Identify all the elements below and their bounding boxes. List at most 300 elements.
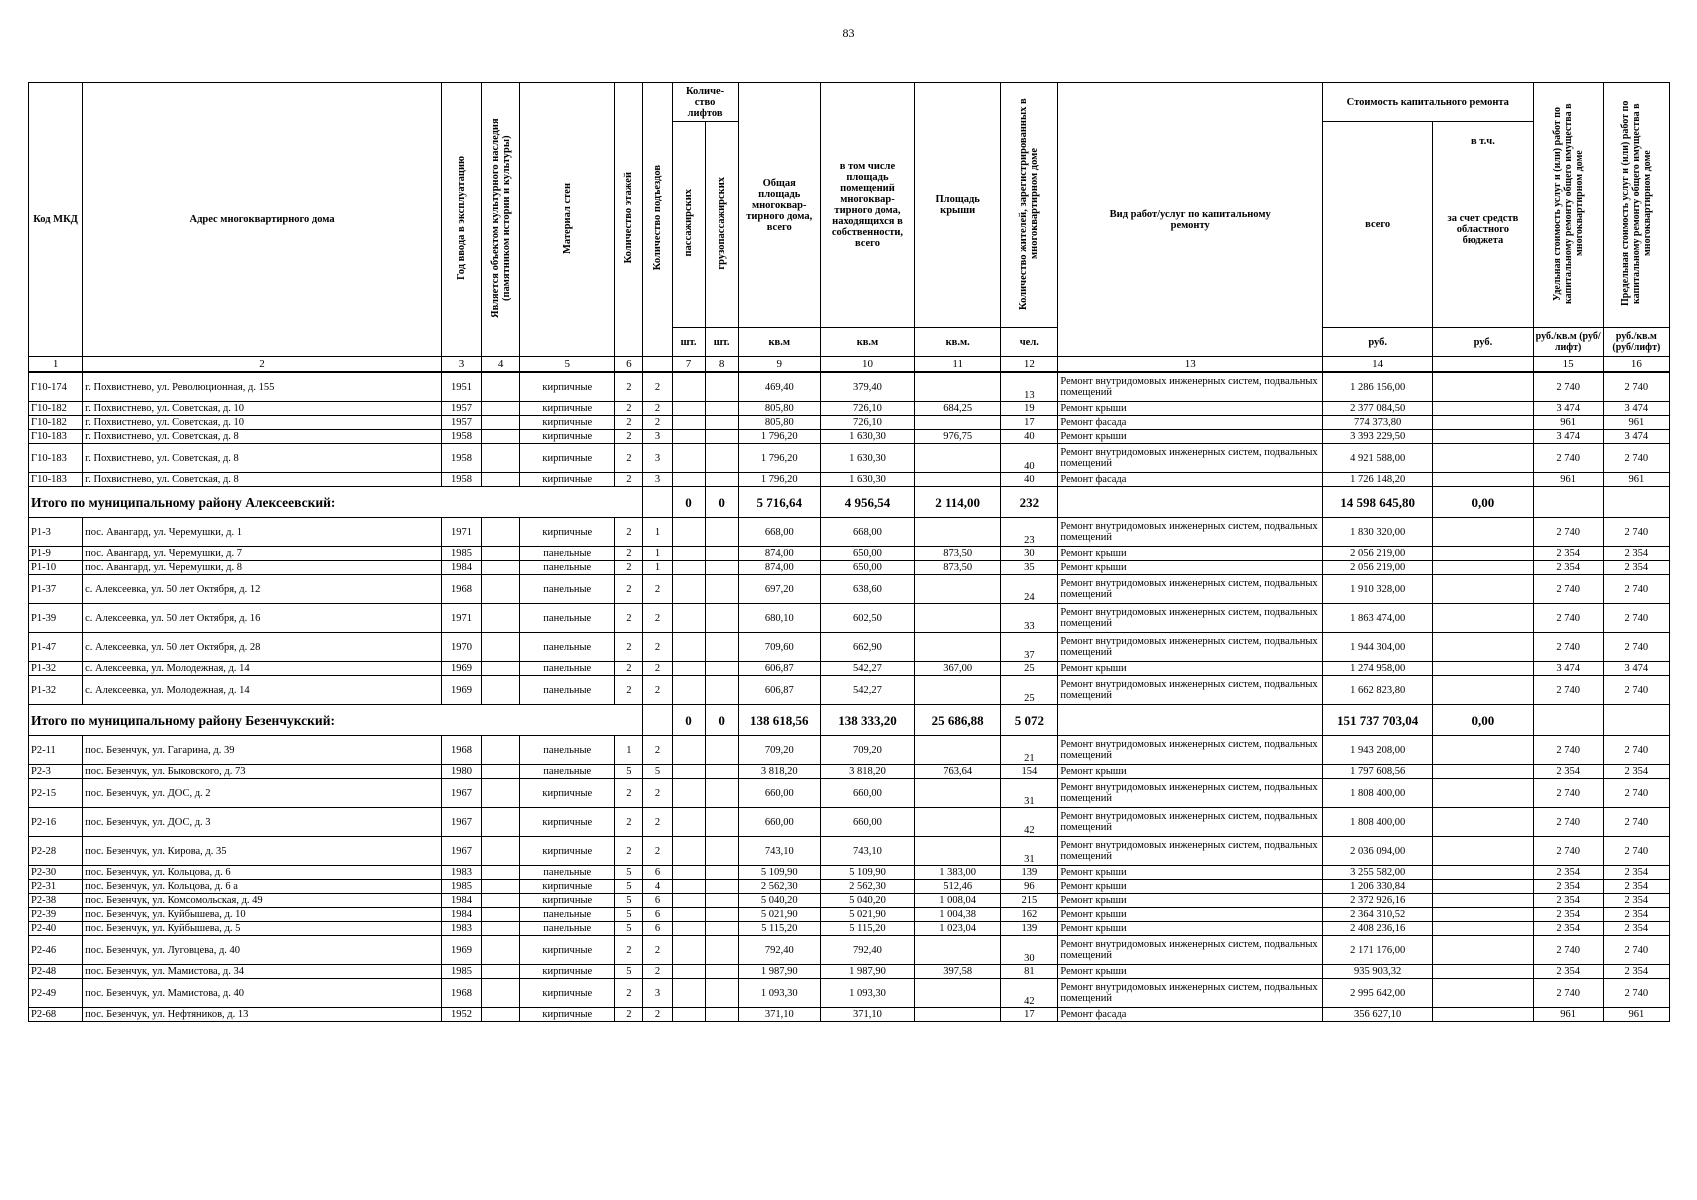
row-lifts-cargo <box>705 779 738 808</box>
row-area-total: 1 796,20 <box>738 444 820 473</box>
row-floors: 5 <box>615 894 643 908</box>
row-floors: 2 <box>615 936 643 965</box>
row-roof <box>915 473 1001 487</box>
row-code: Р1-10 <box>29 561 83 575</box>
row-lifts-pass <box>672 808 705 837</box>
total-area-total: 138 618,56 <box>738 705 820 736</box>
row-residents: 13 <box>1001 372 1058 402</box>
row-residents: 81 <box>1001 965 1058 979</box>
row-area-owned: 726,10 <box>820 402 914 416</box>
unit-roof: кв.м. <box>915 328 1001 357</box>
row-lifts-cargo <box>705 430 738 444</box>
row-wall: панельные <box>520 676 615 705</box>
row-lifts-pass <box>672 416 705 430</box>
row-heritage <box>482 936 520 965</box>
row-area-total: 660,00 <box>738 808 820 837</box>
row-regional <box>1433 633 1533 662</box>
row-floors: 5 <box>615 922 643 936</box>
row-address: пос. Безенчук, ул. Куйбышева, д. 10 <box>83 908 442 922</box>
row-address: пос. Безенчук, ул. ДОС, д. 2 <box>83 779 442 808</box>
row-floors: 5 <box>615 765 643 779</box>
row-floors: 2 <box>615 416 643 430</box>
row-residents: 42 <box>1001 979 1058 1008</box>
row-regional <box>1433 604 1533 633</box>
row-floors: 5 <box>615 880 643 894</box>
table-row <box>29 372 1670 402</box>
row-floors: 2 <box>615 430 643 444</box>
table-cell <box>643 705 672 736</box>
header-cost-incl: в т.ч. <box>1471 136 1495 147</box>
row-wall: кирпичные <box>520 880 615 894</box>
total-regional: 0,00 <box>1433 487 1533 518</box>
row-lifts-pass <box>672 779 705 808</box>
table-row <box>29 765 1670 779</box>
row-cost: 1 662 823,80 <box>1323 676 1433 705</box>
row-roof <box>915 936 1001 965</box>
row-code: Р2-40 <box>29 922 83 936</box>
row-area-owned: 1 630,30 <box>820 444 914 473</box>
row-lifts-cargo <box>705 372 738 402</box>
total-lifts-pass: 0 <box>672 487 705 518</box>
row-wall: панельные <box>520 922 615 936</box>
row-unit-cost: 961 <box>1533 1008 1603 1022</box>
row-residents: 33 <box>1001 604 1058 633</box>
row-cost: 2 036 094,00 <box>1323 837 1433 866</box>
row-year: 1968 <box>441 736 481 765</box>
row-year: 1967 <box>441 837 481 866</box>
header-cost-regional-label: за счет средств областного бюджета <box>1447 213 1519 246</box>
page-number: 83 <box>842 26 855 40</box>
row-lifts-cargo <box>705 518 738 547</box>
row-roof <box>915 518 1001 547</box>
row-cost: 2 056 219,00 <box>1323 561 1433 575</box>
row-year: 1980 <box>441 765 481 779</box>
row-floors: 2 <box>615 676 643 705</box>
row-residents: 30 <box>1001 936 1058 965</box>
row-address: пос. Авангард, ул. Черемушки, д. 8 <box>83 561 442 575</box>
row-residents: 96 <box>1001 880 1058 894</box>
table-cell <box>1603 705 1669 736</box>
header-cost: Стоимость капитального ремонта <box>1323 83 1534 122</box>
row-cost: 1 808 400,00 <box>1323 779 1433 808</box>
row-year: 1983 <box>441 922 481 936</box>
row-regional <box>1433 922 1533 936</box>
row-max-cost: 2 354 <box>1603 965 1669 979</box>
row-address: пос. Безенчук, ул. Нефтяников, д. 13 <box>83 1008 442 1022</box>
row-lifts-cargo <box>705 765 738 779</box>
row-unit-cost: 2 740 <box>1533 372 1603 402</box>
table-cell <box>1603 487 1669 518</box>
row-heritage <box>482 402 520 416</box>
row-area-total: 371,10 <box>738 1008 820 1022</box>
row-regional <box>1433 662 1533 676</box>
row-lifts-pass <box>672 866 705 880</box>
row-entrances: 2 <box>643 936 672 965</box>
header-lifts-cargo: грузопассажирских <box>705 122 738 328</box>
row-work: Ремонт крыши <box>1058 908 1323 922</box>
row-regional <box>1433 979 1533 1008</box>
row-address: пос. Безенчук, ул. Куйбышева, д. 5 <box>83 922 442 936</box>
row-unit-cost: 2 354 <box>1533 765 1603 779</box>
row-cost: 1 944 304,00 <box>1323 633 1433 662</box>
table-row <box>29 965 1670 979</box>
row-work: Ремонт внутридомовых инженерных систем, подвальных помещений <box>1058 518 1323 547</box>
header-unit-cost: Удельная стоимость услуг и (или) работ по капитальному ремонту общего имущества в многоквартирном доме <box>1533 83 1603 328</box>
row-lifts-pass <box>672 604 705 633</box>
row-wall: панельные <box>520 547 615 561</box>
row-floors: 1 <box>615 736 643 765</box>
row-year: 1968 <box>441 575 481 604</box>
row-lifts-cargo <box>705 604 738 633</box>
row-lifts-pass <box>672 633 705 662</box>
row-entrances: 3 <box>643 444 672 473</box>
row-regional <box>1433 808 1533 837</box>
row-cost: 935 903,32 <box>1323 965 1433 979</box>
row-year: 1971 <box>441 518 481 547</box>
row-max-cost: 961 <box>1603 416 1669 430</box>
row-roof: 1 023,04 <box>915 922 1001 936</box>
row-area-owned: 1 093,30 <box>820 979 914 1008</box>
row-area-total: 709,60 <box>738 633 820 662</box>
row-lifts-pass <box>672 765 705 779</box>
row-address: пос. Безенчук, ул. Кирова, д. 35 <box>83 837 442 866</box>
row-unit-cost: 2 740 <box>1533 979 1603 1008</box>
row-address: пос. Безенчук, ул. Мамистова, д. 34 <box>83 965 442 979</box>
row-floors: 2 <box>615 1008 643 1022</box>
row-area-owned: 371,10 <box>820 1008 914 1022</box>
row-floors: 5 <box>615 908 643 922</box>
row-lifts-cargo <box>705 561 738 575</box>
row-work: Ремонт внутридомовых инженерных систем, подвальных помещений <box>1058 676 1323 705</box>
row-heritage <box>482 808 520 837</box>
row-entrances: 2 <box>643 575 672 604</box>
row-lifts-pass <box>672 473 705 487</box>
row-unit-cost: 2 354 <box>1533 547 1603 561</box>
header-area-total: Общая площадь многоквар-тирного дома, всего <box>738 83 820 328</box>
row-area-total: 3 818,20 <box>738 765 820 779</box>
row-unit-cost: 2 740 <box>1533 518 1603 547</box>
row-floors: 2 <box>615 547 643 561</box>
row-entrances: 2 <box>643 662 672 676</box>
row-code: Р2-39 <box>29 908 83 922</box>
row-cost: 2 171 176,00 <box>1323 936 1433 965</box>
table-row <box>29 518 1670 547</box>
row-lifts-pass <box>672 1008 705 1022</box>
table-body <box>29 372 1670 1022</box>
row-work: Ремонт внутридомовых инженерных систем, подвальных помещений <box>1058 633 1323 662</box>
row-address: с. Алексеевка, ул. 50 лет Октября, д. 12 <box>83 575 442 604</box>
row-lifts-pass <box>672 837 705 866</box>
header-address: Адрес многоквартирного дома <box>83 83 442 357</box>
row-heritage <box>482 518 520 547</box>
row-unit-cost: 2 354 <box>1533 561 1603 575</box>
row-unit-cost: 2 354 <box>1533 965 1603 979</box>
row-residents: 40 <box>1001 473 1058 487</box>
capital-repair-table <box>28 82 1670 1022</box>
row-area-total: 697,20 <box>738 575 820 604</box>
col-number: 3 <box>441 357 481 373</box>
row-residents: 31 <box>1001 837 1058 866</box>
row-regional <box>1433 936 1533 965</box>
table-row <box>29 866 1670 880</box>
row-unit-cost: 2 740 <box>1533 779 1603 808</box>
row-regional <box>1433 765 1533 779</box>
row-residents: 17 <box>1001 1008 1058 1022</box>
header-wall: Материал стен <box>520 83 615 357</box>
row-area-total: 680,10 <box>738 604 820 633</box>
row-work: Ремонт крыши <box>1058 402 1323 416</box>
row-roof <box>915 575 1001 604</box>
row-entrances: 3 <box>643 473 672 487</box>
row-heritage <box>482 908 520 922</box>
col-number: 14 <box>1323 357 1433 373</box>
row-area-owned: 650,00 <box>820 561 914 575</box>
row-cost: 1 797 608,56 <box>1323 765 1433 779</box>
row-entrances: 6 <box>643 866 672 880</box>
row-max-cost: 2 354 <box>1603 765 1669 779</box>
row-roof <box>915 604 1001 633</box>
row-cost: 2 372 926,16 <box>1323 894 1433 908</box>
total-label: Итого по муниципальному району Безенчукский: <box>29 705 643 736</box>
unit-cost-regional: руб. <box>1433 328 1533 357</box>
row-work: Ремонт внутридомовых инженерных систем, подвальных помещений <box>1058 444 1323 473</box>
total-cost: 14 598 645,80 <box>1323 487 1433 518</box>
row-heritage <box>482 444 520 473</box>
row-roof <box>915 676 1001 705</box>
row-wall: кирпичные <box>520 402 615 416</box>
row-address: с. Алексеевка, ул. 50 лет Октября, д. 28 <box>83 633 442 662</box>
row-entrances: 1 <box>643 518 672 547</box>
row-residents: 37 <box>1001 633 1058 662</box>
row-max-cost: 961 <box>1603 473 1669 487</box>
row-regional <box>1433 880 1533 894</box>
row-floors: 2 <box>615 444 643 473</box>
row-wall: панельные <box>520 662 615 676</box>
row-entrances: 2 <box>643 604 672 633</box>
row-area-owned: 668,00 <box>820 518 914 547</box>
row-roof <box>915 444 1001 473</box>
row-roof: 763,64 <box>915 765 1001 779</box>
row-work: Ремонт внутридомовых инженерных систем, подвальных помещений <box>1058 604 1323 633</box>
row-unit-cost: 3 474 <box>1533 430 1603 444</box>
row-max-cost: 2 740 <box>1603 444 1669 473</box>
row-area-owned: 660,00 <box>820 808 914 837</box>
row-heritage <box>482 676 520 705</box>
row-unit-cost: 2 740 <box>1533 575 1603 604</box>
row-lifts-pass <box>672 979 705 1008</box>
row-address: пос. Безенчук, ул. Мамистова, д. 40 <box>83 979 442 1008</box>
row-entrances: 2 <box>643 808 672 837</box>
total-cost: 151 737 703,04 <box>1323 705 1433 736</box>
row-address: г. Похвистнево, ул. Советская, д. 10 <box>83 402 442 416</box>
row-year: 1984 <box>441 561 481 575</box>
row-entrances: 2 <box>643 736 672 765</box>
row-lifts-cargo <box>705 866 738 880</box>
row-regional <box>1433 736 1533 765</box>
row-area-total: 743,10 <box>738 837 820 866</box>
row-area-total: 606,87 <box>738 662 820 676</box>
row-lifts-cargo <box>705 837 738 866</box>
row-wall: кирпичные <box>520 372 615 402</box>
row-roof: 1 383,00 <box>915 866 1001 880</box>
row-roof <box>915 633 1001 662</box>
row-max-cost: 3 474 <box>1603 402 1669 416</box>
total-lifts-cargo: 0 <box>705 705 738 736</box>
row-entrances: 3 <box>643 979 672 1008</box>
row-regional <box>1433 965 1533 979</box>
row-code: Г10-183 <box>29 473 83 487</box>
table-cell <box>1058 487 1323 518</box>
row-lifts-pass <box>672 676 705 705</box>
row-max-cost: 2 740 <box>1603 633 1669 662</box>
row-address: пос. Безенчук, ул. Кольцова, д. 6 <box>83 866 442 880</box>
row-cost: 1 206 330,84 <box>1323 880 1433 894</box>
row-cost: 3 393 229,50 <box>1323 430 1433 444</box>
row-cost: 2 377 084,50 <box>1323 402 1433 416</box>
table-row <box>29 547 1670 561</box>
row-work: Ремонт крыши <box>1058 866 1323 880</box>
row-area-total: 5 021,90 <box>738 908 820 922</box>
row-work: Ремонт внутридомовых инженерных систем, подвальных помещений <box>1058 936 1323 965</box>
row-area-total: 660,00 <box>738 779 820 808</box>
row-area-owned: 662,90 <box>820 633 914 662</box>
row-lifts-pass <box>672 894 705 908</box>
row-year: 1985 <box>441 547 481 561</box>
row-unit-cost: 2 740 <box>1533 808 1603 837</box>
row-wall: панельные <box>520 765 615 779</box>
row-max-cost: 2 740 <box>1603 372 1669 402</box>
row-cost: 1 910 328,00 <box>1323 575 1433 604</box>
row-residents: 24 <box>1001 575 1058 604</box>
row-cost: 2 408 236,16 <box>1323 922 1433 936</box>
row-cost: 2 056 219,00 <box>1323 547 1433 561</box>
row-max-cost: 3 474 <box>1603 430 1669 444</box>
row-heritage <box>482 880 520 894</box>
row-heritage <box>482 965 520 979</box>
row-heritage <box>482 866 520 880</box>
row-floors: 2 <box>615 837 643 866</box>
row-area-owned: 5 040,20 <box>820 894 914 908</box>
row-work: Ремонт крыши <box>1058 662 1323 676</box>
header-work: Вид работ/услуг по капитальному ремонту <box>1058 83 1323 357</box>
row-entrances: 6 <box>643 922 672 936</box>
row-entrances: 1 <box>643 547 672 561</box>
row-entrances: 2 <box>643 1008 672 1022</box>
row-roof: 397,58 <box>915 965 1001 979</box>
col-number: 9 <box>738 357 820 373</box>
row-code: Р2-46 <box>29 936 83 965</box>
row-floors: 5 <box>615 965 643 979</box>
row-work: Ремонт крыши <box>1058 765 1323 779</box>
row-roof <box>915 808 1001 837</box>
row-residents: 23 <box>1001 518 1058 547</box>
total-roof: 25 686,88 <box>915 705 1001 736</box>
row-floors: 2 <box>615 518 643 547</box>
row-unit-cost: 2 740 <box>1533 936 1603 965</box>
row-work: Ремонт фасада <box>1058 473 1323 487</box>
row-address: пос. Авангард, ул. Черемушки, д. 1 <box>83 518 442 547</box>
row-residents: 40 <box>1001 444 1058 473</box>
col-number: 7 <box>672 357 705 373</box>
row-heritage <box>482 575 520 604</box>
row-lifts-pass <box>672 936 705 965</box>
header-year: Год ввода в эксплуатацию <box>441 83 481 357</box>
row-wall: панельные <box>520 575 615 604</box>
row-code: Р1-47 <box>29 633 83 662</box>
header-max-cost: Предельная стоимость услуг и (или) работ по капитальному ремонту общего имущества в многоквартирном доме <box>1603 83 1669 328</box>
row-code: Г10-182 <box>29 402 83 416</box>
row-roof <box>915 837 1001 866</box>
row-area-total: 606,87 <box>738 676 820 705</box>
row-max-cost: 2 354 <box>1603 561 1669 575</box>
row-area-total: 5 109,90 <box>738 866 820 880</box>
row-lifts-pass <box>672 430 705 444</box>
row-regional <box>1433 908 1533 922</box>
header-code: Код МКД <box>29 83 83 357</box>
row-code: Р1-32 <box>29 676 83 705</box>
row-lifts-cargo <box>705 1008 738 1022</box>
row-wall: панельные <box>520 561 615 575</box>
row-cost: 4 921 588,00 <box>1323 444 1433 473</box>
row-residents: 19 <box>1001 402 1058 416</box>
col-number <box>1433 357 1533 373</box>
row-wall: кирпичные <box>520 979 615 1008</box>
row-area-owned: 379,40 <box>820 372 914 402</box>
header-entrances: Количество подъездов <box>643 83 672 357</box>
row-lifts-cargo <box>705 894 738 908</box>
row-code: Р1-9 <box>29 547 83 561</box>
row-unit-cost: 3 474 <box>1533 662 1603 676</box>
row-lifts-pass <box>672 547 705 561</box>
row-max-cost: 961 <box>1603 1008 1669 1022</box>
row-entrances: 2 <box>643 676 672 705</box>
row-address: г. Похвистнево, ул. Советская, д. 8 <box>83 473 442 487</box>
row-roof: 1 004,38 <box>915 908 1001 922</box>
row-area-total: 874,00 <box>738 561 820 575</box>
row-year: 1957 <box>441 402 481 416</box>
row-roof <box>915 736 1001 765</box>
table-row <box>29 922 1670 936</box>
row-roof <box>915 416 1001 430</box>
total-residents: 5 072 <box>1001 705 1058 736</box>
row-area-owned: 602,50 <box>820 604 914 633</box>
row-roof: 873,50 <box>915 561 1001 575</box>
row-area-total: 874,00 <box>738 547 820 561</box>
row-entrances: 2 <box>643 837 672 866</box>
row-lifts-pass <box>672 575 705 604</box>
row-floors: 2 <box>615 662 643 676</box>
row-unit-cost: 961 <box>1533 416 1603 430</box>
row-heritage <box>482 779 520 808</box>
row-regional <box>1433 575 1533 604</box>
row-entrances: 2 <box>643 779 672 808</box>
table-row <box>29 1008 1670 1022</box>
row-area-total: 1 796,20 <box>738 473 820 487</box>
row-area-owned: 638,60 <box>820 575 914 604</box>
table-row <box>29 979 1670 1008</box>
row-lifts-pass <box>672 518 705 547</box>
row-lifts-cargo <box>705 547 738 561</box>
row-cost: 1 830 320,00 <box>1323 518 1433 547</box>
row-area-owned: 743,10 <box>820 837 914 866</box>
row-code: Г10-183 <box>29 444 83 473</box>
row-area-owned: 792,40 <box>820 936 914 965</box>
row-roof <box>915 979 1001 1008</box>
col-number <box>643 357 672 373</box>
header-cost-regional <box>1433 122 1533 328</box>
row-entrances: 2 <box>643 416 672 430</box>
total-area-owned: 4 956,54 <box>820 487 914 518</box>
